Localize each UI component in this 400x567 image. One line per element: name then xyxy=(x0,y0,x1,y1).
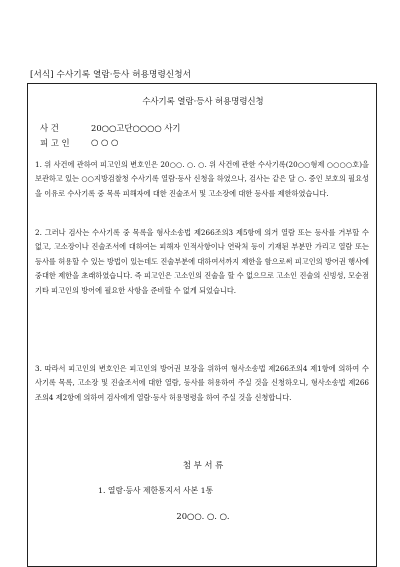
application-form xyxy=(27,83,377,567)
defendant-value: ○ ○ ○ xyxy=(91,137,119,147)
attachment-item: 1. 열람·등사 제한통지서 사본 1통 xyxy=(98,486,214,495)
document-date: 20○○. ○. ○. xyxy=(176,511,230,521)
case-value: 20○○고단○○○○ 사기 xyxy=(91,123,181,133)
form-label: [서식] 수사기록 열람·등사 허용명령신청서 xyxy=(30,70,192,80)
paragraph-2: 2. 그러나 검사는 수사기록 중 목록을 형사소송법 제266조의3 제5항에 의거 열람 또는 등사를 거부할 수 없고, 고소장이나 진술조서에 대하여는 피해자 인적사항이나 연락처 등이 기재된 부분만 가리고 열람 또는 등사를 허용할 수 있는 방법이 있는데도 진술부분에 대하여서까지 제한을 함으로써 피고인의 방어권 행사에 중대한 제한을 초래하였습니다. 즉 피고인은 고소인의 진술을 할 수 없으므로 고소인 진술의 신빙성, 모순점 기타 피고인의 방어에 필요한 사항을 준비할 수 없게 되었습니다. xyxy=(35,228,369,295)
defendant-label: 피 고 인 xyxy=(40,138,70,148)
case-label: 사 건 xyxy=(40,123,59,133)
attachments-title: 첨 부 서 류 xyxy=(182,460,224,470)
document-title: 수사기록 열람·등사 허용명령신청 xyxy=(142,96,264,106)
paragraph-1: 1. 위 사건에 관하여 피고인의 변호인은 20○○. ○. ○. 위 사건에 관한 수사기록(20○○형제 ○○○○호)을 보관하고 있는 ○○지방검찰청 수사기록 열람·등사 신청을 하였으나, 검사는 같은 달 ○. 증인 보호의 필요성을 이유로 수사기록 중 목록 피해자에 대한 진술조서 및 고소장에 대한 등사를 제한하였습니다. xyxy=(35,160,369,198)
paragraph-3: 3. 따라서 피고인의 변호인은 피고인의 방어권 보장을 위하여 형사소송법 제266조의4 제1항에 의하여 수사기록 목록, 고소장 및 진술조서에 대한 열람, 등사를 허용하여 주실 것을 신청하오니, 형사소송법 제266조의4 제2항에 의하여 검사에게 열람·등사 허용명령을 하여 주실 것을 신청합니다. xyxy=(35,364,369,402)
